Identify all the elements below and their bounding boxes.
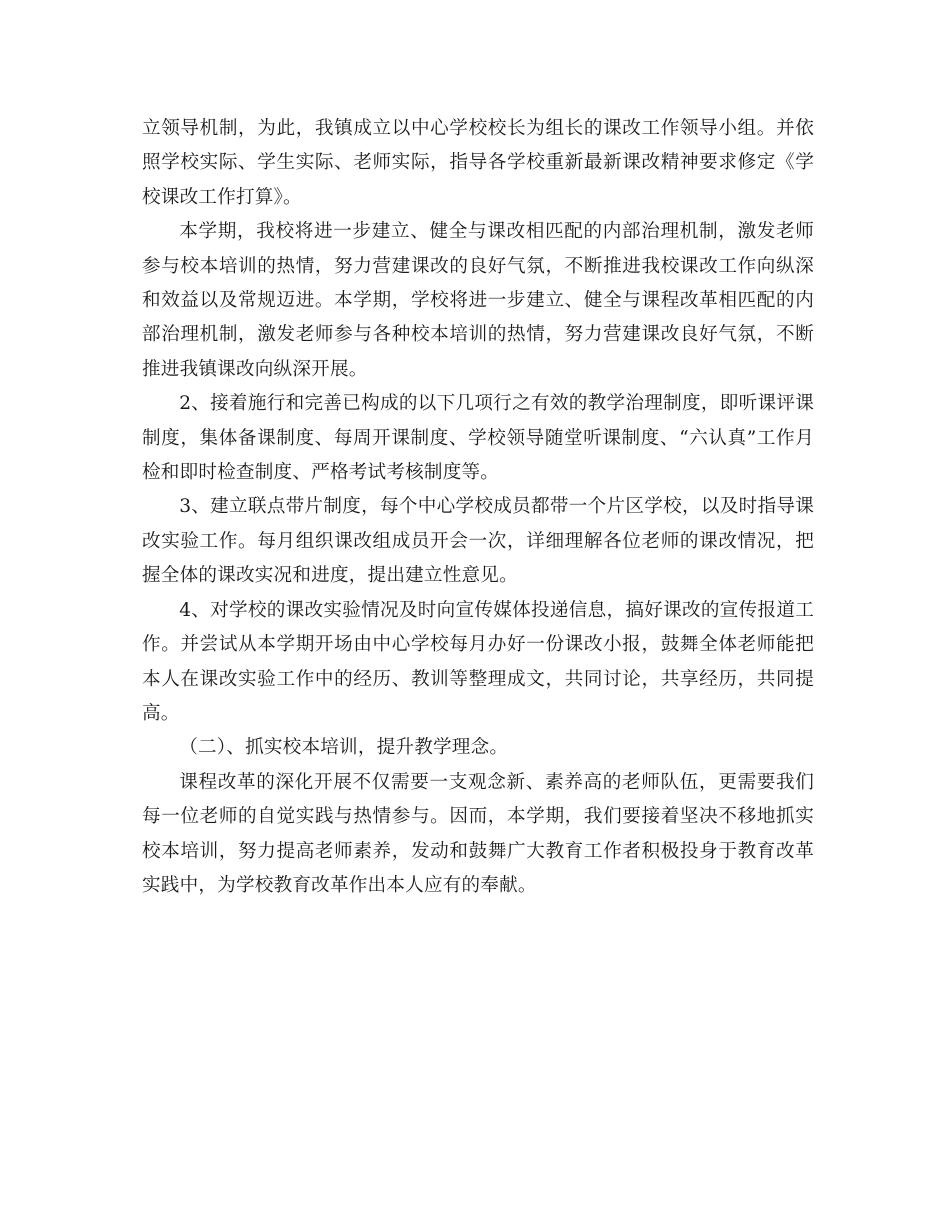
paragraph-5: 4、对学校的课改实验情况及时向宣传媒体投递信息，搞好课改的宣传报道工作。并尝试从本学期开场由中心学校每月办好一份课改小报，鼓舞全体老师能把本人在课改实验工作中的经历、教训等整理成文，共同讨论，共享经历，共同提高。 [142, 599, 814, 724]
paragraph-4: 3、建立联点带片制度，每个中心学校成员都带一个片区学校，以及时指导课改实验工作。每月组织课改组成员开会一次，详细理解各位老师的课改情况，把握全体的课改实况和进度，提出建立性意见。 [142, 496, 814, 587]
paragraph-2: 本学期，我校将进一步建立、健全与课改相匹配的内部治理机制，激发老师参与校本培训的热情，努力营建课改的良好气氛，不断推进我校课改工作向纵深和效益以及常规迈进。本学期，学校将进一步建立、健全与课程改革相匹配的内部治理机制，激发老师参与各种校本培训的热情，努力营建课改良好气氛，不断推进我镇课改向纵深开展。 [142, 221, 814, 380]
paragraph-6: 课程改革的深化开展不仅需要一支观念新、素养高的老师队伍，更需要我们每一位老师的自觉实践与热情参与。因而，本学期，我们要接着坚决不移地抓实校本培训，努力提高老师素养，发动和鼓舞广大教育工作者积极投身于教育改革实践中，为学校教育改革作出本人应有的奉献。 [142, 771, 814, 896]
paragraph-1: 立领导机制，为此，我镇成立以中心学校校长为组长的课改工作领导小组。并依照学校实际、学生实际、老师实际，指导各学校重新最新课改精神要求修定《学校课改工作打算》。 [142, 118, 814, 208]
document-body [142, 112, 814, 903]
paragraph-3: 2、接着施行和完善已构成的以下几项行之有效的教学治理制度，即听课评课制度，集体备课制度、每周开课制度、学校领导随堂听课制度、“六认真”工作月检和即时检查制度、严格考试考核制度等。 [142, 393, 814, 484]
section-heading: （二）、抓实校本培训，提升教学理念。 [179, 737, 509, 759]
